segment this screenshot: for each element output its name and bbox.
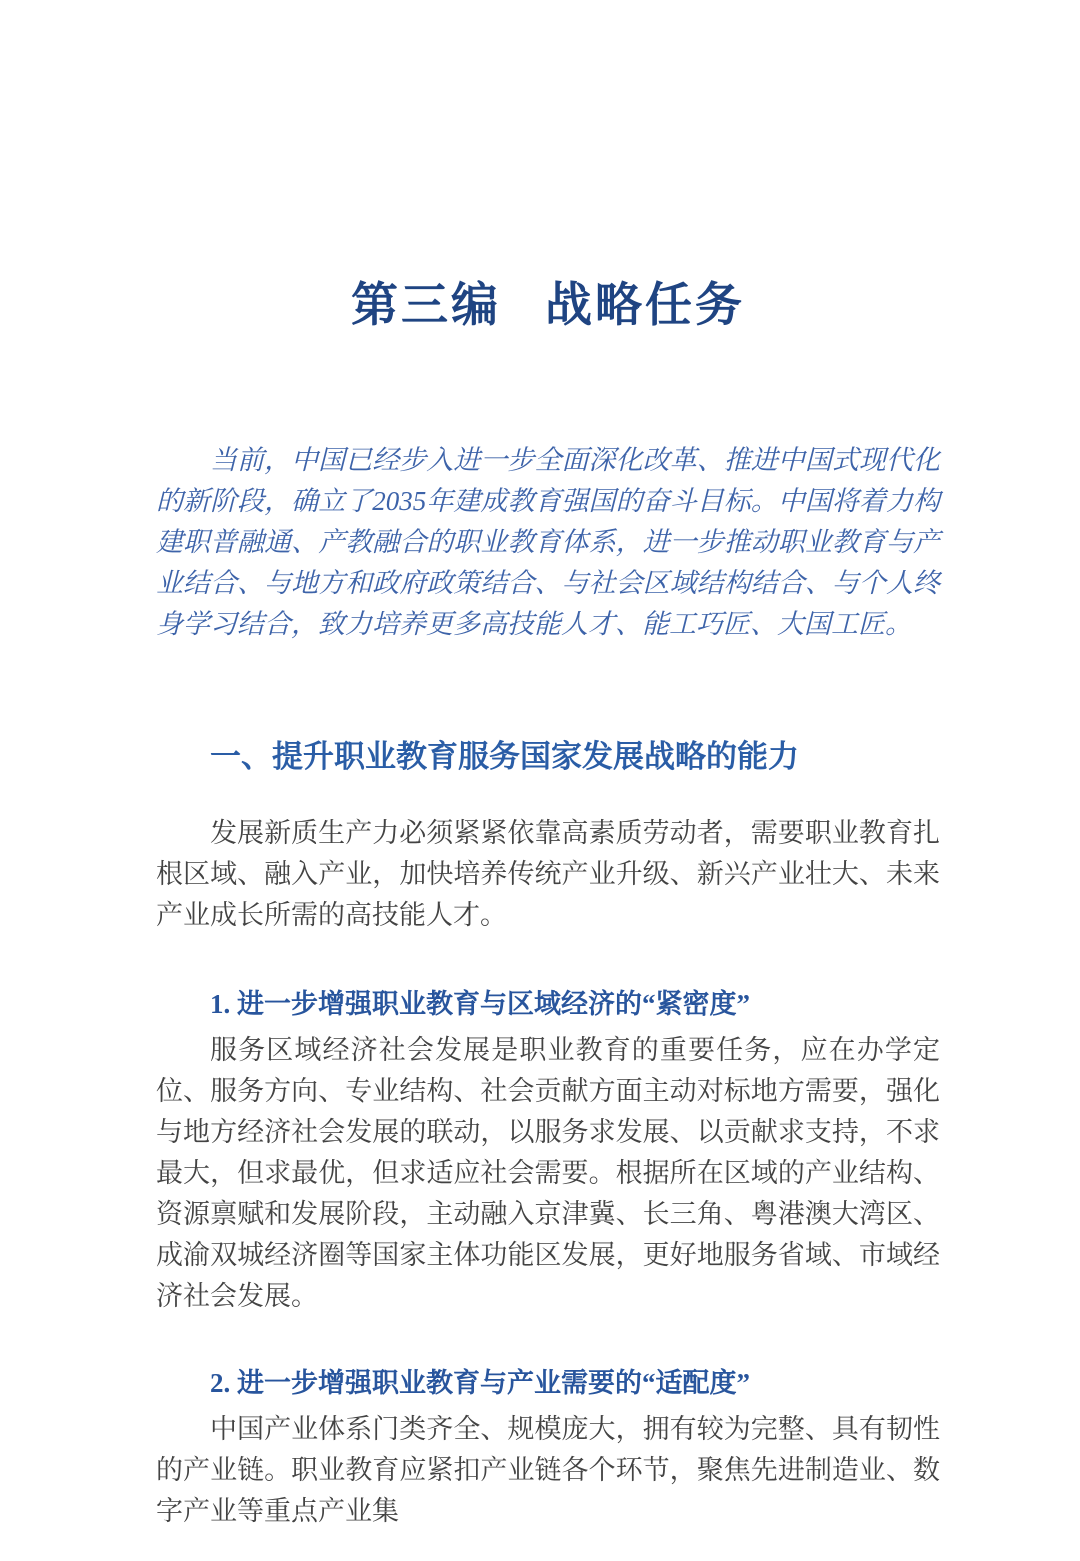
subsection-2-body: 中国产业体系门类齐全、规模庞大，拥有较为完整、具有韧性的产业链。职业教育应紧扣产业链各个环节，聚焦先进制造业、数字产业等重点产业集 <box>156 1414 940 1526</box>
subsection-1-heading: 1. 进一步增强职业教育与区域经济的“紧密度” <box>210 989 750 1019</box>
section-lead-paragraph: 发展新质生产力必须紧紧依靠高素质劳动者，需要职业教育扎根区域、融入产业，加快培养传统产业升级、新兴产业壮大、未来产业成长所需的高技能人才。 <box>156 818 940 930</box>
subsection-1-body: 服务区域经济社会发展是职业教育的重要任务，应在办学定位、服务方向、专业结构、社会贡献方面主动对标地方需要，强化与地方经济社会发展的联动，以服务求发展、以贡献求支持，不求最大，但求最优，但求适应社会需要。根据所在区域的产业结构、资源禀赋和发展阶段，主动融入京津冀、长三角、粤港澳大湾区、成渝双城经济圈等国家主体功能区发展，更好地服务省域、市域经济社会发展。 <box>156 1035 940 1311</box>
intro-paragraph: 当前，中国已经步入进一步全面深化改革、推进中国式现代化的新阶段，确立了2035年建成教育强国的奋斗目标。中国将着力构建职普融通、产教融合的职业教育体系，进一步推动职业教育与产业结合、与地方和政府政策结合、与社会区域结构结合、与个人终身学习结合，致力培养更多高技能人才、能工巧匠、大国工匠。 <box>156 445 940 639</box>
subsection-2-heading: 2. 进一步增强职业教育与产业需要的“适配度” <box>210 1368 750 1398</box>
page-title <box>156 278 940 334</box>
section-heading: 一、提升职业教育服务国家发展战略的能力 <box>210 739 799 774</box>
content-column <box>156 0 940 1559</box>
page-title-part1: 第三编 <box>351 280 501 332</box>
page-title-part2: 战略任务 <box>545 280 745 332</box>
